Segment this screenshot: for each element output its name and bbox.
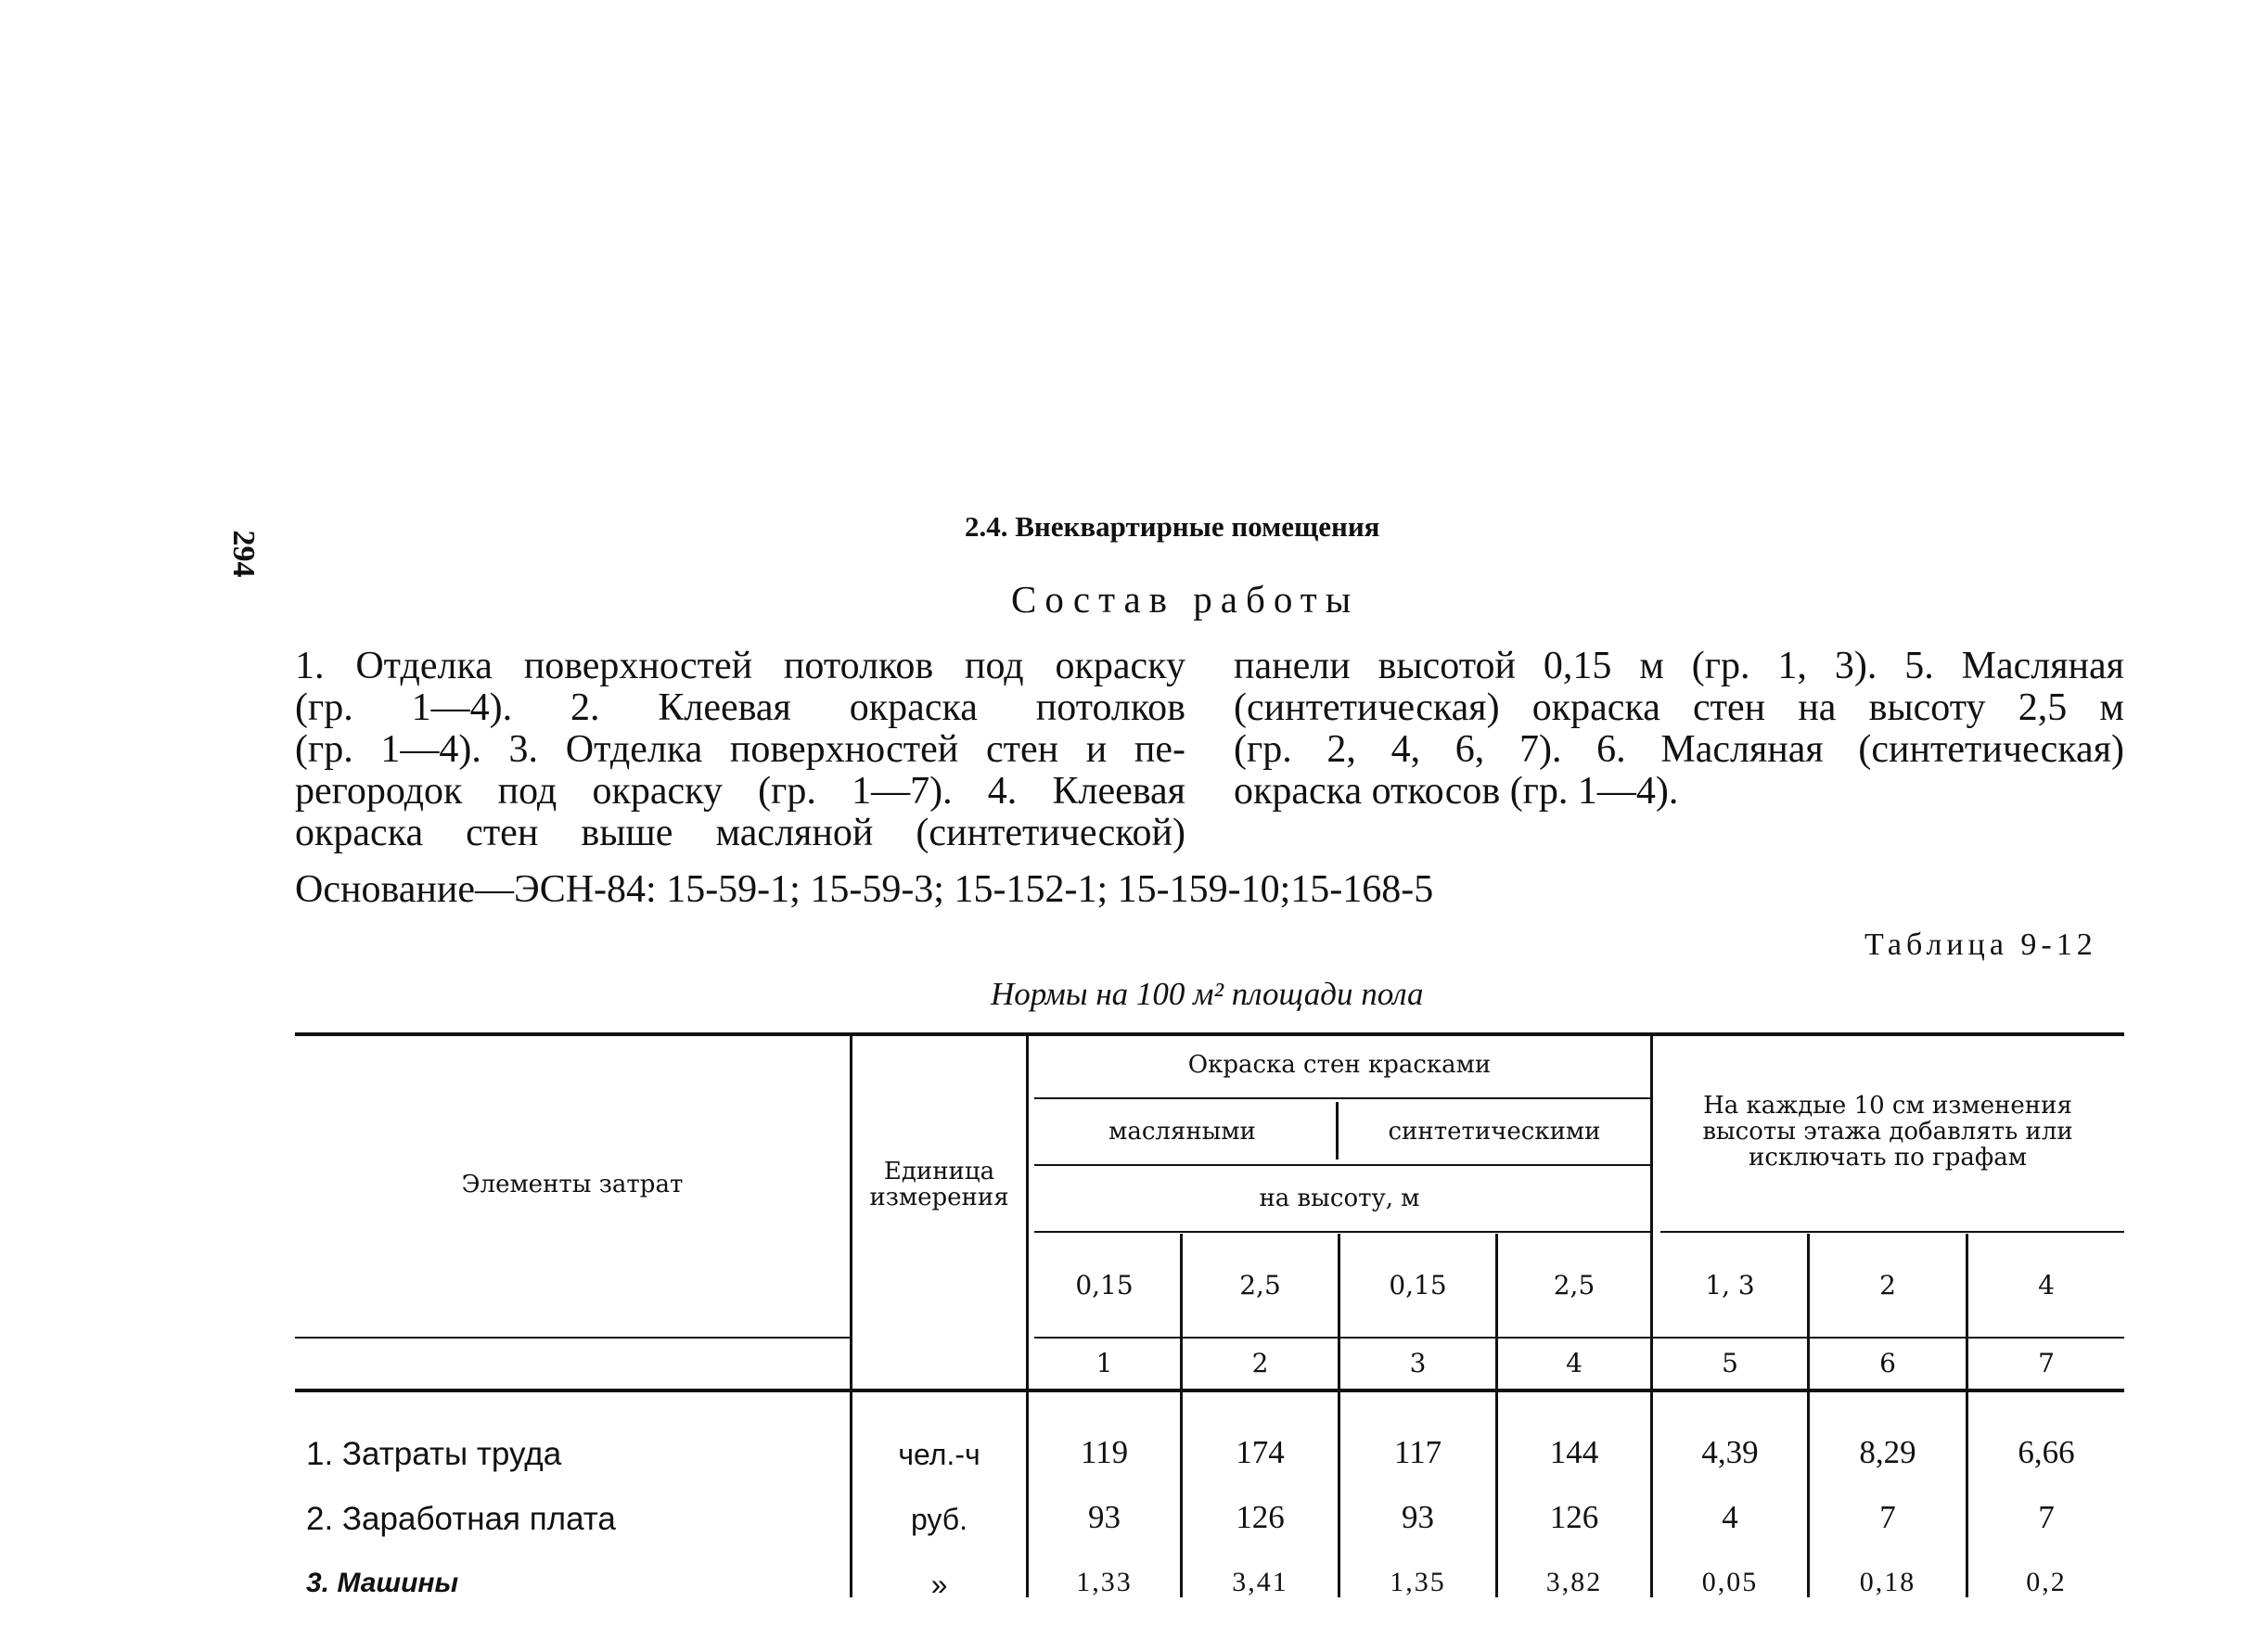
table-cell: 1,33 xyxy=(1076,1567,1133,1597)
composition-line: регородок под окраску (гр. 1—7). 4. Клеевая xyxy=(295,770,1185,813)
row-label: 2. Заработная плата xyxy=(306,1501,616,1537)
column-number: 5 xyxy=(1722,1348,1738,1378)
table-cell: 6,66 xyxy=(2018,1434,2075,1470)
height-value: 1, 3 xyxy=(1705,1269,1755,1300)
table-cell: 1,35 xyxy=(1390,1567,1446,1597)
header-rule xyxy=(1034,1231,1651,1233)
header-elements: Элементы затрат xyxy=(461,1171,684,1198)
header-unit: Единица измерения xyxy=(869,1158,1009,1211)
table-cell: 126 xyxy=(1236,1499,1285,1535)
section-title: 2.4. Внеквартирные помещения xyxy=(965,510,1380,543)
table-cell: 0,05 xyxy=(1701,1567,1759,1597)
column-number: 2 xyxy=(1251,1348,1269,1378)
table-cell: 117 xyxy=(1393,1434,1442,1470)
row-label: 3. Машины xyxy=(306,1568,459,1598)
composition-line: (гр. 1—4). 3. Отделка поверхностей стен и пе- xyxy=(295,728,1185,771)
composition-line: окраска стен выше масляной (синтетической) xyxy=(295,812,1185,854)
composition-left-column xyxy=(295,646,1185,854)
composition-line: окраска откосов (гр. 1—4). xyxy=(1234,770,1679,813)
table-cell: 8,29 xyxy=(1859,1434,1916,1470)
table-cell: 144 xyxy=(1549,1434,1599,1470)
composition-line: (гр. 2, 4, 6, 7). 6. Масляная (синтетическая) xyxy=(1234,728,2124,771)
column-number: 3 xyxy=(1409,1348,1427,1378)
table-cell: 0,18 xyxy=(1859,1567,1916,1597)
height-value: 4 xyxy=(2038,1269,2055,1300)
header-rule xyxy=(1660,1231,2124,1233)
table-cell: 93 xyxy=(1402,1499,1434,1535)
header-height: на высоту, м xyxy=(1259,1185,1420,1212)
column-number: 1 xyxy=(1096,1348,1113,1378)
table-number: Таблица 9-12 xyxy=(1864,928,2097,962)
table-cell: 4,39 xyxy=(1701,1434,1759,1470)
table-cell: 174 xyxy=(1236,1434,1285,1470)
norms-caption: Нормы на 100 м² площади пола xyxy=(991,976,1424,1012)
row-unit: руб. xyxy=(910,1503,967,1536)
composition-line: 1. Отделка поверхностей потолков под окраску xyxy=(295,645,1185,687)
height-value: 2 xyxy=(1879,1269,1896,1300)
table-cell: 3,41 xyxy=(1232,1567,1288,1597)
header-paint-group: Окраска стен красками xyxy=(1187,1051,1492,1079)
header-oil: масляными xyxy=(1108,1118,1256,1146)
header-change: На каждые 10 см изменения высоты этажа добавлять или исключать по графам xyxy=(1702,1092,2073,1172)
height-value: 0,15 xyxy=(1075,1269,1134,1300)
table-cell: 4 xyxy=(1722,1499,1738,1535)
row-unit: чел.-ч xyxy=(898,1438,980,1471)
header-synthetic: синтетическими xyxy=(1388,1118,1601,1146)
column-number: 7 xyxy=(2038,1348,2055,1378)
row-unit: » xyxy=(930,1568,948,1601)
table-cell: 119 xyxy=(1080,1434,1129,1470)
composition-line: панели высотой 0,15 м (гр. 1, 3). 5. Масляная xyxy=(1234,645,2124,687)
table-cell: 7 xyxy=(1879,1499,1896,1535)
height-value: 0,15 xyxy=(1389,1269,1447,1300)
height-value: 2,5 xyxy=(1553,1269,1595,1300)
column-divider xyxy=(850,1391,852,1597)
basis-reference: Основание—ЭСН-84: 15-59-1; 15-59-3; 15-152-1; 15-159-10;15-168-5 xyxy=(295,868,1434,911)
table-cell: 93 xyxy=(1088,1499,1121,1535)
table-cell: 3,82 xyxy=(1545,1567,1603,1597)
header-bottom-rule xyxy=(295,1389,2124,1392)
header-rule xyxy=(295,1337,850,1339)
composition-right-column xyxy=(1234,646,2124,813)
column-number: 6 xyxy=(1879,1348,1896,1378)
height-value: 2,5 xyxy=(1239,1269,1281,1300)
column-number: 4 xyxy=(1566,1348,1582,1378)
composition-line: (синтетическая) окраска стен на высоту 2,5 м xyxy=(1234,686,2124,729)
page-number: 294 xyxy=(226,530,261,578)
row-label: 1. Затраты труда xyxy=(306,1436,562,1472)
work-composition-heading: Состав работы xyxy=(1011,578,1360,621)
table-cell: 126 xyxy=(1549,1499,1599,1535)
composition-line: (гр. 1—4). 2. Клеевая окраска потолков xyxy=(295,686,1185,729)
table-cell: 0,2 xyxy=(2026,1567,2067,1597)
table-cell: 7 xyxy=(2038,1499,2055,1535)
